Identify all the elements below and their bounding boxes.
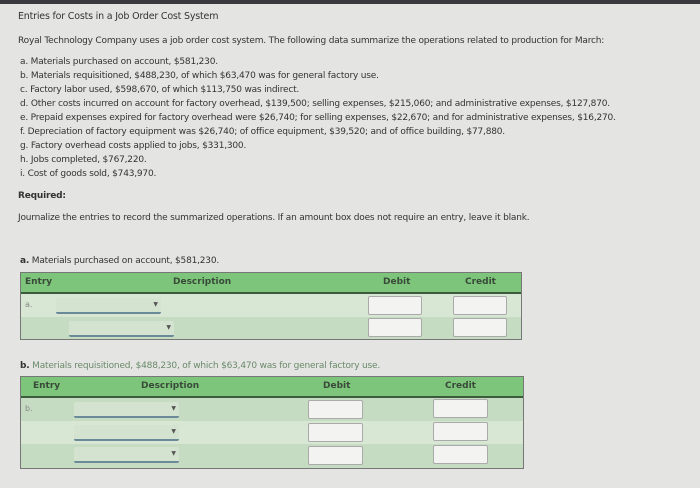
debit-input[interactable] [308, 446, 363, 465]
list-item: e. Prepaid expenses expired for factory overhead were $26,740; for selling expenses, $22,670; and for administrative expenses, $16,270. [20, 113, 616, 123]
table-row [21, 444, 523, 467]
table-row [21, 294, 521, 317]
intro-text: Royal Technology Company uses a job order cost system. The following data summarize the operations related to production for March: [18, 36, 605, 46]
col-entry: Entry [33, 381, 61, 391]
col-description: Description [141, 381, 200, 391]
list-item: b. Materials requisitioned, $488,230, of which $63,470 was for general factory use. [20, 71, 379, 81]
entry-label: b. [25, 404, 33, 413]
col-description: Description [173, 277, 232, 287]
credit-input[interactable] [453, 318, 507, 337]
list-item: c. Factory labor used, $598,670, of which $113,750 was indirect. [20, 85, 300, 95]
chevron-down-icon: ▼ [153, 301, 158, 308]
section-heading-text: Materials purchased on account, $581,230. [31, 256, 220, 266]
section-b-heading [20, 361, 380, 371]
credit-input[interactable] [433, 422, 488, 441]
list-item: g. Factory overhead costs applied to jobs, $331,300. [20, 141, 247, 151]
col-debit: Debit [323, 381, 351, 391]
col-credit: Credit [445, 381, 476, 391]
list-item: h. Jobs completed, $767,220. [20, 155, 147, 165]
section-heading-text: Materials requisitioned, $488,230, of which $63,470 was for general factory use. [32, 361, 381, 371]
table-row [21, 317, 521, 340]
account-dropdown[interactable] [69, 321, 174, 337]
table-row [21, 421, 523, 444]
list-item: a. Materials purchased on account, $581,230. [20, 57, 218, 67]
account-dropdown[interactable] [74, 425, 179, 441]
debit-input[interactable] [368, 318, 422, 337]
debit-input[interactable] [368, 296, 422, 315]
credit-input[interactable] [433, 399, 488, 418]
credit-input[interactable] [453, 296, 507, 315]
debit-input[interactable] [308, 423, 363, 442]
required-label: Required: [18, 191, 66, 201]
journal-table-b [20, 376, 524, 469]
chevron-down-icon: ▼ [171, 450, 176, 457]
chevron-down-icon: ▼ [171, 428, 176, 435]
col-debit: Debit [383, 277, 411, 287]
account-dropdown[interactable] [74, 402, 179, 418]
chevron-down-icon: ▼ [166, 324, 171, 331]
list-item: i. Cost of goods sold, $743,970. [20, 169, 157, 179]
section-a-heading [20, 256, 219, 266]
window-top-bar [0, 0, 700, 4]
section-prefix: a. [20, 256, 30, 266]
journal-table-a [20, 272, 522, 340]
table-header [21, 377, 523, 398]
table-header [21, 273, 521, 294]
list-item: d. Other costs incurred on account for factory overhead, $139,500; selling expenses, $215,060; and administrative expenses, $127,870. [20, 99, 610, 109]
section-prefix: b. [20, 361, 30, 371]
operations-list [20, 55, 616, 181]
col-credit: Credit [465, 277, 496, 287]
debit-input[interactable] [308, 400, 363, 419]
account-dropdown[interactable] [56, 298, 161, 314]
col-entry: Entry [25, 277, 53, 287]
table-row [21, 398, 523, 421]
chevron-down-icon: ▼ [171, 405, 176, 412]
page-title: Entries for Costs in a Job Order Cost System [18, 11, 219, 22]
instructions-text: Journalize the entries to record the summarized operations. If an amount box does not require an entry, leave it blank. [18, 213, 530, 223]
list-item: f. Depreciation of factory equipment was $26,740; of office equipment, $39,520; and of office building, $77,880. [20, 127, 505, 137]
account-dropdown[interactable] [74, 447, 179, 463]
credit-input[interactable] [433, 445, 488, 464]
entry-label: a. [25, 300, 33, 309]
